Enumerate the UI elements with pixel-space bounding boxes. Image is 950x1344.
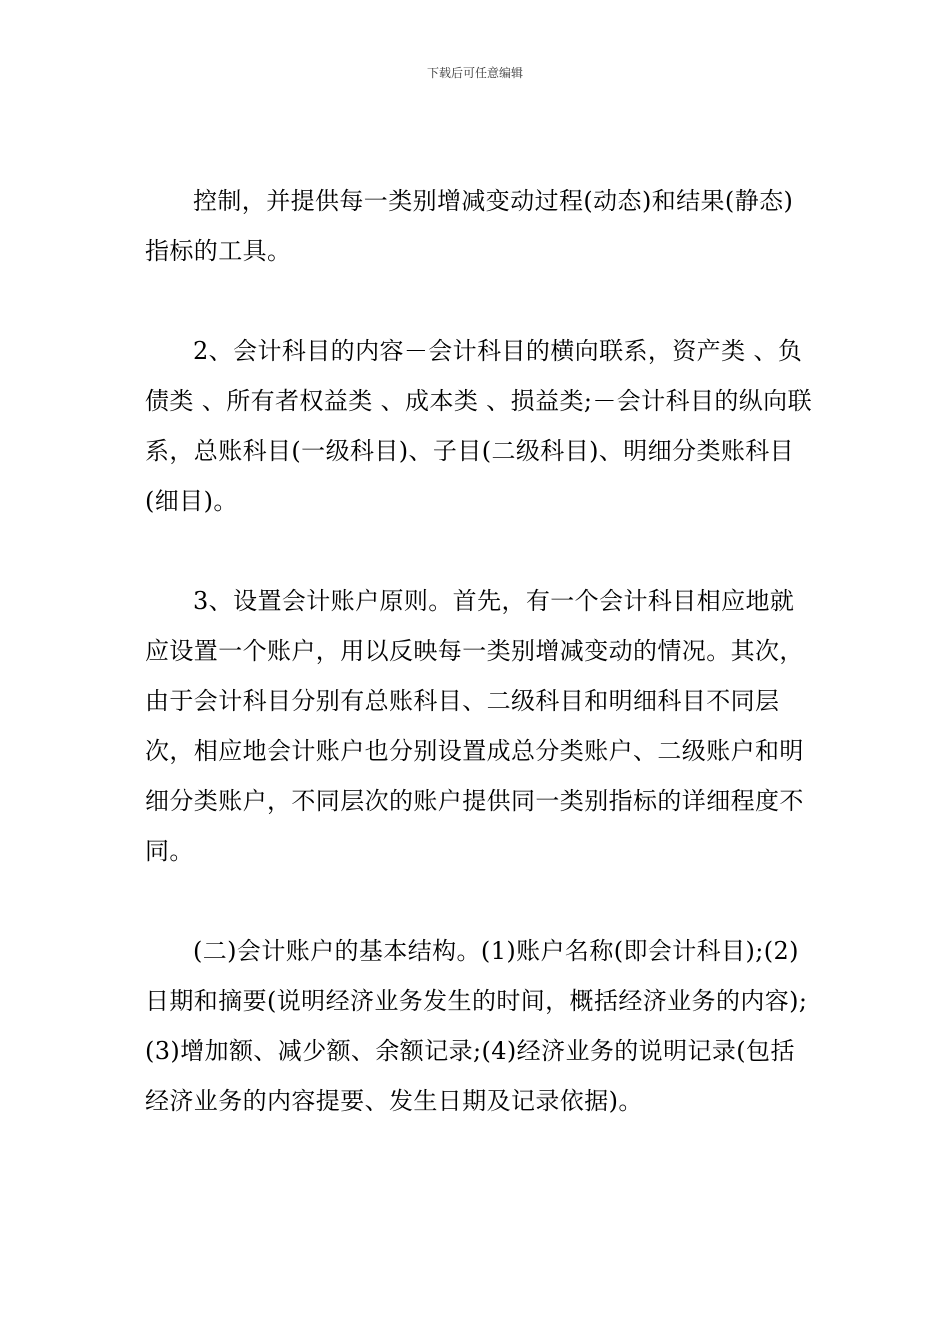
document-body bbox=[145, 176, 815, 1176]
paragraph-account-setup-principle: 3、设置会计账户原则。首先，有一个会计科目相应地就应设置一个账户，用以反映每一类别增减变动的情况。其次，由于会计科目分别有总账科目、二级科目和明细科目不同层次，相应地会计账户也分别设置成总分类账户、二级账户和明细分类账户，不同层次的账户提供同一类别指标的详细程度不同。 bbox=[145, 587, 804, 865]
page-header: 下载后可任意编辑 bbox=[426, 66, 523, 80]
paragraph-control-tool: 控制，并提供每一类别增减变动过程(动态)和结果(静态)指标的工具。 bbox=[145, 187, 794, 265]
paragraph-account-basic-structure: (二)会计账户的基本结构。(1)账户名称(即会计科目);(2)日期和摘要(说明经济业务发生的时间，概括经济业务的内容);(3)增加额、减少额、余额记录;(4)经济业务的说明记录(包括经济业务的内容提要、发生日期及记录依据)。 bbox=[145, 937, 808, 1115]
paragraph-account-subject-content: 2、会计科目的内容－会计科目的横向联系，资产类 、负债类 、所有者权益类 、成本类 、损益类;－会计科目的纵向联系，总账科目(一级科目)、子目(二级科目)、明细分类账科目(细目)。 bbox=[145, 337, 812, 515]
